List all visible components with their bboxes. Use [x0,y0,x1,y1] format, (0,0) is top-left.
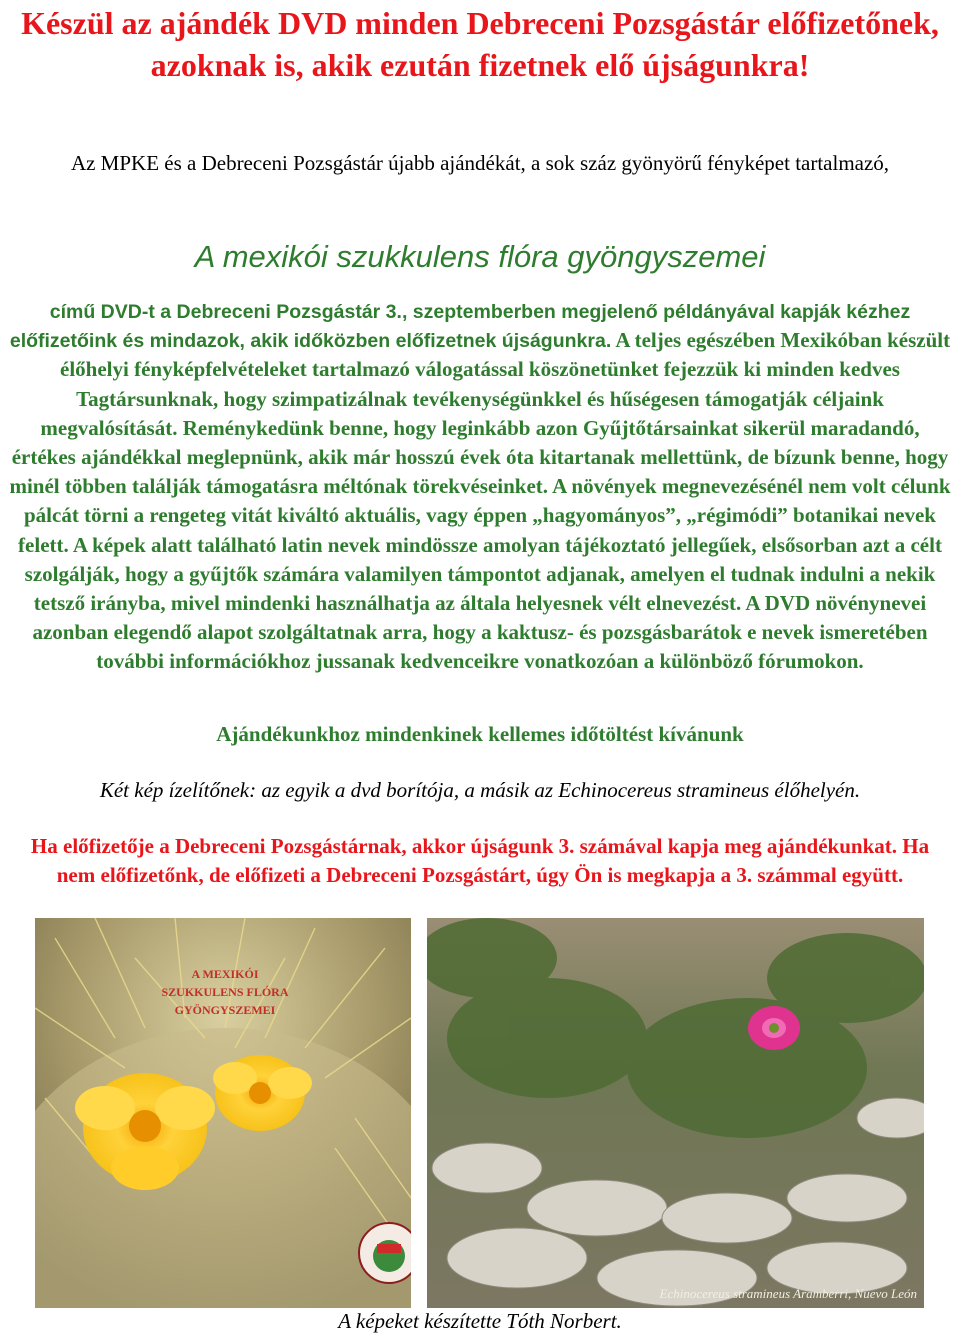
wish-line: Ajándékunkhoz mindenkinek kellemes időtöltést kívánunk [216,722,744,746]
cover-title-line2: SZUKKULENS FLÓRA [161,985,289,999]
subscribe-note: Ha előfizetője a Debreceni Pozsgástárnak, akkor újságunk 3. számával kapja meg ajándékunkat. Ha nem előfizetőnk, de előfizeti a Debreceni Pozsgástárt, úgy Ön is megkapja a 3. számmal együtt. [30,834,930,887]
cover-title-line3: GYÖNGYSZEMEI [174,1003,276,1017]
cover-title-line1: A MEXIKÓI [191,967,259,981]
intro-paragraph: Az MPKE és a Debreceni Pozsgástár újabb ajándékát, a sok száz gyönyörű fényképet tartalmazó, [70,151,890,175]
dvd-cover-image [35,918,411,1308]
pink-cactus-flower [748,1006,800,1050]
body-lead: című DVD-t a Debreceni Pozsgástár 3., szeptemberben megjelenő példányával kapják kézhez előfizetőink és mindazok, akik időközben előfizetnek újságunkra. [9,301,911,353]
habitat-caption: Echinocereus stramineus Aramberri, Nuevo León [659,1286,917,1301]
images-caption: Két kép ízelítőnek: az egyik a dvd borítója, a másik az Echinocereus stramineus élőhelyén. [99,778,861,802]
dvd-title: A mexikói szukkulens flóra gyöngyszemei [194,239,766,274]
habitat-image [427,918,924,1308]
body-rest: A teljes egészében Mexikóban készült élőhelyi fényképfelvételeket tartalmazó válogatással köszönetünket fejezzük ki minden kedves Tagtársunknak, hogy szimpatizálnak tevékenységünkkel és hűségesen támogatják céljaink megvalósítását. Reménykedünk benne, hogy leginkább azon Gyűjtőtársainkat sikerül maradandó, értékes ajándékkal meglepnünk, akik már hosszú évek óta kitartanak mellettünk, de bízunk benne, hogy minél többen találják támogatásra méltónak törekvéseinket. A növények megnevezésénél nem volt célunk pálcát törni a rengeteg vitát kiváltó aktuális, vagy éppen „hagyományos”, „régimódi” botanikai nevek felett. A képek alatt található latin nevek mindössze amolyan tájékoztató jellegűek, elsősorban azt a célt szolgálják, hogy a gyűjtők számára valamilyen támpontot adjanak, amelyen el tudnak indulni a nekik tetsző irányba, mivel mindenki használhatja az általa helyesnek vélt elnevezést. A DVD növénynevei azonban elegendő alapot szolgáltatnak arra, hogy a kaktusz- és pozsgásbarátok e nevek ismeretében további információkhoz jussanak kedvenceikre vonatkozóan a különböző fórumokon. [9,328,951,674]
society-logo [359,1223,411,1283]
photo-credit: A képeket készítette Tóth Norbert. [338,1309,622,1333]
body-paragraph [6,298,954,677]
page-title: Készül az ajándék DVD minden Debreceni Pozsgástár előfizetőnek, azoknak is, akik ezután fizetnek elő újságunkra! [21,5,939,83]
